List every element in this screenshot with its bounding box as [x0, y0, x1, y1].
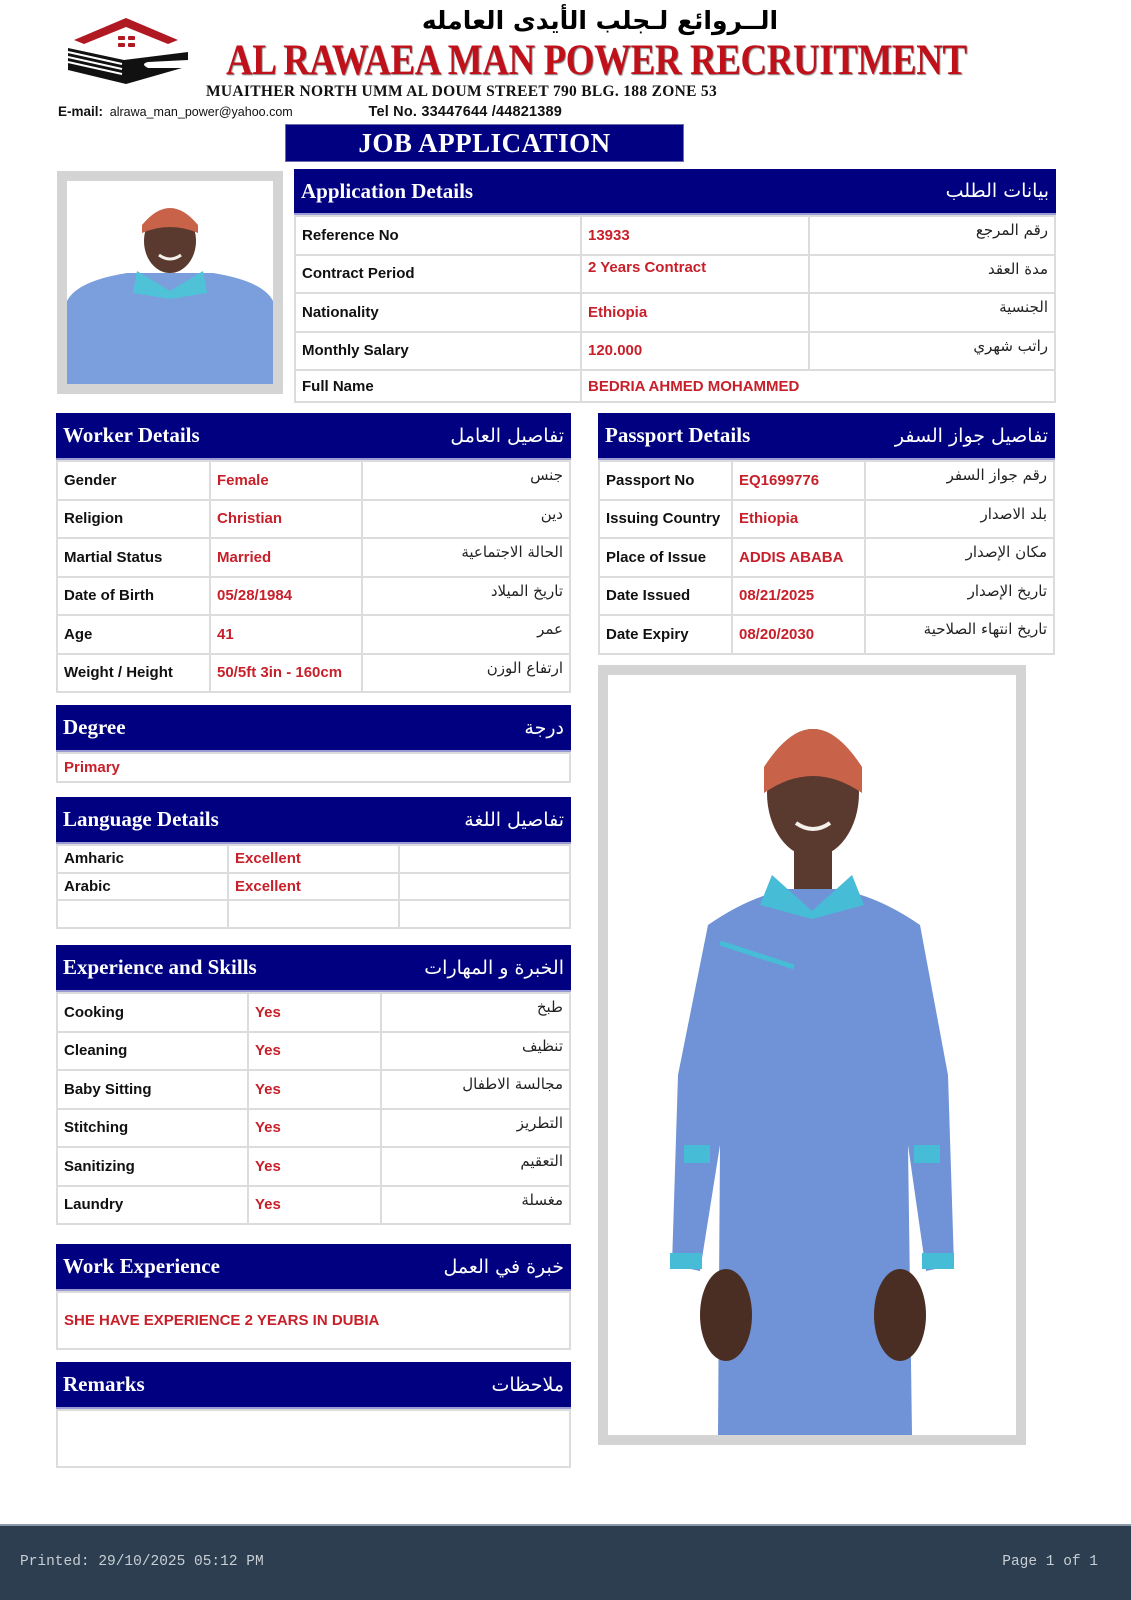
section-title-arabic: ملاحظات: [491, 1373, 564, 1396]
table-row: [57, 1032, 570, 1071]
section-title-arabic: تفاصيل العامل: [450, 424, 564, 447]
full-name-label: Full Name: [295, 370, 581, 402]
contract-period-value: 2 Years Contract: [581, 255, 809, 294]
application-details-table: [294, 215, 1056, 403]
field-label: Date Issued: [599, 577, 732, 616]
language-level: [228, 900, 399, 928]
portrait-image-icon: [67, 181, 273, 384]
section-title-arabic: درجة: [524, 716, 564, 739]
language-extra: [399, 845, 570, 873]
skill-label-arabic: تنظيف: [381, 1032, 570, 1071]
field-label: Contract Period: [295, 255, 581, 294]
table-row: [57, 993, 570, 1032]
field-label: Religion: [57, 500, 210, 539]
field-label-arabic: تاريخ الإصدار: [865, 577, 1054, 616]
field-label: Date Expiry: [599, 615, 732, 654]
section-title-arabic: تفاصيل جواز السفر: [894, 424, 1048, 447]
work-experience-value: SHE HAVE EXPERIENCE 2 YEARS IN DUBIA: [57, 1292, 570, 1349]
skill-label: Baby Sitting: [57, 1070, 248, 1109]
skill-value: Yes: [248, 993, 381, 1032]
table-row: [57, 753, 570, 782]
skill-label: Sanitizing: [57, 1147, 248, 1186]
section-title: Passport Details: [605, 423, 751, 447]
skill-label: Laundry: [57, 1186, 248, 1225]
language-extra: [399, 900, 570, 928]
language-details-section: [56, 797, 571, 929]
printed-timestamp: Printed: 29/10/2025 05:12 PM: [20, 1554, 264, 1570]
field-label: Gender: [57, 461, 210, 500]
skill-label: Cooking: [57, 993, 248, 1032]
field-label: Nationality: [295, 293, 581, 332]
field-label: Martial Status: [57, 538, 210, 577]
section-title: Work Experience: [63, 1254, 220, 1278]
field-label-arabic: جنس: [362, 461, 570, 500]
field-label-arabic: دين: [362, 500, 570, 539]
company-logo-icon: [64, 16, 188, 84]
skill-value: Yes: [248, 1032, 381, 1071]
field-label: Reference No: [295, 216, 581, 255]
marital-status-value: Married: [210, 538, 362, 577]
application-details-header: [294, 169, 1056, 215]
field-label-arabic: بلد الاصدار: [865, 500, 1054, 539]
table-row: [57, 1147, 570, 1186]
skill-value: Yes: [248, 1147, 381, 1186]
experience-skills-header: [56, 945, 571, 992]
table-row: [295, 255, 1055, 294]
worker-details-table: [56, 460, 571, 693]
full-name-value: BEDRIA AHMED MOHAMMED: [581, 370, 1055, 402]
field-label: Monthly Salary: [295, 332, 581, 371]
work-experience-table: [56, 1291, 571, 1350]
issuing-country-value: Ethiopia: [732, 500, 865, 539]
remarks-table: [56, 1409, 571, 1468]
weight-height-value: 50/5ft 3in - 160cm: [210, 654, 362, 693]
religion-value: Christian: [210, 500, 362, 539]
age-value: 41: [210, 615, 362, 654]
company-address: MUAITHER NORTH UMM AL DOUM STREET 790 BLG. 188 ZONE 53: [206, 83, 717, 100]
skill-label-arabic: طبخ: [381, 993, 570, 1032]
section-title: Application Details: [301, 178, 474, 203]
company-arabic-name: الــروائع لـجلب الأيدى العامله: [421, 6, 779, 35]
table-row: [57, 1186, 570, 1225]
applicant-full-body-photo: [598, 665, 1026, 1445]
table-row: [599, 615, 1054, 654]
nationality-value: Ethiopia: [581, 293, 809, 332]
email-label: E-mail:: [58, 104, 104, 119]
table-row: [295, 332, 1055, 371]
table-row: [599, 577, 1054, 616]
skill-label-arabic: مغسلة: [381, 1186, 570, 1225]
section-title: Experience and Skills: [63, 955, 257, 979]
language-level: Excellent: [228, 845, 399, 873]
field-label-arabic: تاريخ الميلاد: [362, 577, 570, 616]
worker-details-section: [56, 413, 571, 693]
field-label-arabic: رقم جواز السفر: [865, 461, 1054, 500]
table-row: [57, 615, 570, 654]
field-label-arabic: رقم المرجع: [809, 216, 1055, 255]
gender-value: Female: [210, 461, 362, 500]
field-label-arabic: الجنسية: [809, 293, 1055, 332]
table-row: [295, 216, 1055, 255]
table-row: [57, 538, 570, 577]
table-row: [57, 900, 570, 928]
field-label-arabic: مدة العقد: [809, 255, 1055, 294]
degree-table: [56, 752, 571, 783]
skill-value: Yes: [248, 1109, 381, 1148]
work-experience-header: [56, 1244, 571, 1291]
skill-value: Yes: [248, 1186, 381, 1225]
application-details-section: [294, 169, 1056, 403]
table-row: [57, 1070, 570, 1109]
email-address[interactable]: alrawa_man_power@yahoo.com: [109, 105, 293, 119]
passport-details-table: [598, 460, 1055, 655]
section-title-arabic: بيانات الطلب: [945, 180, 1049, 202]
field-label-arabic: تاريخ انتهاء الصلاحية: [865, 615, 1054, 654]
passport-number-value: EQ1699776: [732, 461, 865, 500]
skill-label: Cleaning: [57, 1032, 248, 1071]
table-row: [57, 845, 570, 873]
section-title: Remarks: [63, 1372, 145, 1396]
section-title: Language Details: [63, 807, 219, 831]
table-row: [599, 461, 1054, 500]
section-title-arabic: تفاصيل اللغة: [464, 808, 564, 831]
degree-section: [56, 705, 571, 783]
language-name: [57, 900, 228, 928]
full-body-image-icon: [608, 675, 1016, 1435]
skill-label: Stitching: [57, 1109, 248, 1148]
worker-details-header: [56, 413, 571, 460]
experience-skills-section: [56, 945, 571, 1225]
field-label-arabic: مكان الإصدار: [865, 538, 1054, 577]
skill-label-arabic: التطريز: [381, 1109, 570, 1148]
language-details-header: [56, 797, 571, 844]
skill-label-arabic: التعقيم: [381, 1147, 570, 1186]
field-label: Place of Issue: [599, 538, 732, 577]
field-label: Issuing Country: [599, 500, 732, 539]
skill-value: Yes: [248, 1070, 381, 1109]
field-label: Age: [57, 615, 210, 654]
applicant-portrait-photo: [57, 171, 283, 394]
table-row: [57, 461, 570, 500]
contact-line: [58, 104, 562, 120]
table-row: [57, 654, 570, 693]
language-name: Amharic: [57, 845, 228, 873]
table-row: [599, 500, 1054, 539]
table-row: [57, 873, 570, 901]
table-row: [599, 538, 1054, 577]
experience-skills-table: [56, 992, 571, 1225]
table-row: [295, 370, 1055, 402]
degree-value: Primary: [57, 753, 570, 782]
company-name: AL RAWAEA MAN POWER RECRUITMENT: [226, 37, 967, 84]
table-row: [57, 1109, 570, 1148]
place-of-issue-value: ADDIS ABABA: [732, 538, 865, 577]
field-label: Weight / Height: [57, 654, 210, 693]
remarks-header: [56, 1362, 571, 1409]
date-issued-value: 08/21/2025: [732, 577, 865, 616]
field-label-arabic: راتب شهري: [809, 332, 1055, 371]
remarks-value: [57, 1410, 570, 1467]
document-title: JOB APPLICATION: [285, 124, 684, 162]
date-expiry-value: 08/20/2030: [732, 615, 865, 654]
field-label: Passport No: [599, 461, 732, 500]
telephone-numbers: Tel No. 33447644 /44821389: [368, 104, 563, 120]
skill-label-arabic: مجالسة الاطفال: [381, 1070, 570, 1109]
print-footer: [0, 1524, 1131, 1600]
field-label: Date of Birth: [57, 577, 210, 616]
field-label-arabic: عمر: [362, 615, 570, 654]
section-title: Worker Details: [63, 423, 200, 447]
section-title-arabic: خبرة في العمل: [443, 1255, 564, 1278]
field-label-arabic: الحالة الاجتماعية: [362, 538, 570, 577]
table-row: [57, 500, 570, 539]
language-extra: [399, 873, 570, 901]
table-row: [295, 293, 1055, 332]
date-of-birth-value: 05/28/1984: [210, 577, 362, 616]
language-details-table: [56, 844, 571, 929]
table-row: [57, 1410, 570, 1467]
page-number: Page 1 of 1: [1002, 1554, 1098, 1570]
section-title: Degree: [63, 715, 126, 739]
remarks-section: [56, 1362, 571, 1468]
passport-details-section: [598, 413, 1055, 655]
table-row: [57, 1292, 570, 1349]
passport-details-header: [598, 413, 1055, 460]
language-name: Arabic: [57, 873, 228, 901]
degree-header: [56, 705, 571, 752]
work-experience-section: [56, 1244, 571, 1350]
table-row: [57, 577, 570, 616]
field-label-arabic: ارتفاع الوزن: [362, 654, 570, 693]
monthly-salary-value: 120.000: [581, 332, 809, 371]
reference-number-value: 13933: [581, 216, 809, 255]
section-title-arabic: الخبرة و المهارات: [424, 956, 564, 979]
language-level: Excellent: [228, 873, 399, 901]
